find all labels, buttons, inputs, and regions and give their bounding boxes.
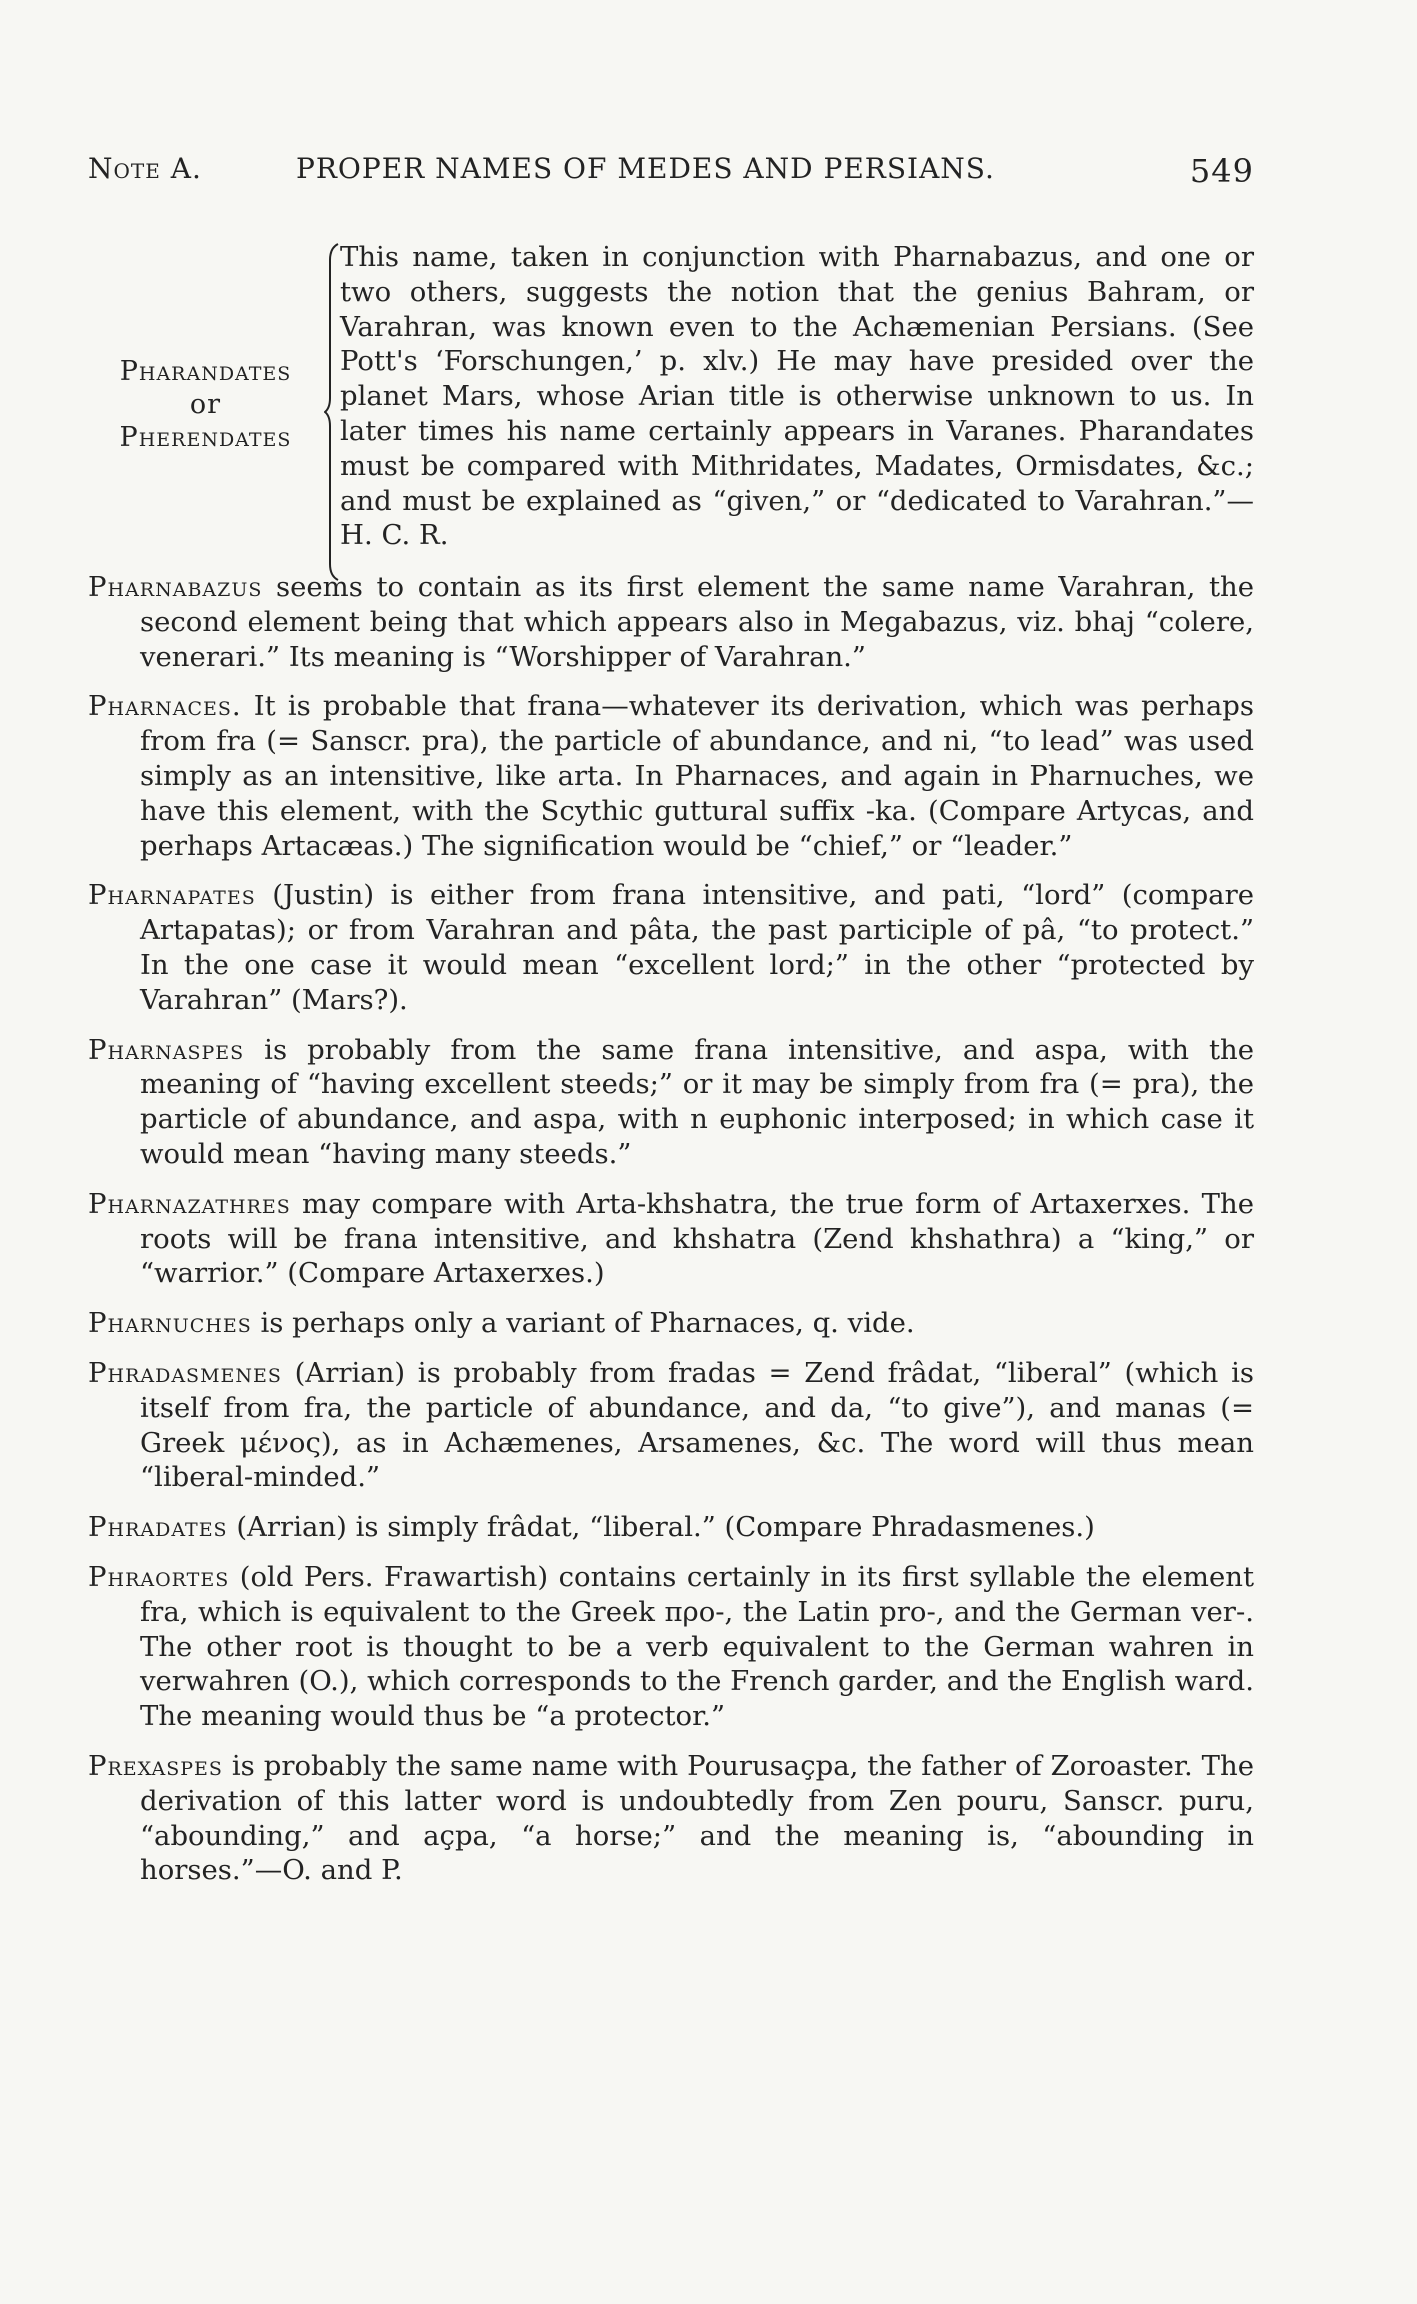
note-label: Note A. [88, 152, 202, 185]
entry-text: (Arrian) is simply frâdat, “liberal.” (Compare Phradasmenes.) [227, 1511, 1095, 1544]
entry-text: It is probable that frana—whatever its derivation, which was perhaps from fra (= Sanscr. pra), the particle of abundance, and ni, “to lead” was used simply as an intensitive, like arta. In Pharnaces, and again in Pharnuches, we have this element, with the Scythic guttural suffix -ka. (Compare Artycas, and perhaps Artacæas.) The signification would be “chief,” or “leader.” [140, 690, 1254, 862]
entry-head: Pharnaces. [88, 690, 242, 723]
entry-pharnapates [88, 878, 1254, 1017]
bracket-entry [88, 240, 1254, 585]
entry-pharnabazus [88, 570, 1254, 674]
entry-text: (Justin) is either from frana intensitive, and pati, “lord” (compare Artapatas); or from Varahran and pâta, the past participle of pâ, “to protect.” In the one case it would mean “excellent lord;” in the other “protected by Varahran” (Mars?). [140, 879, 1254, 1016]
entry-head: Phradasmenes [88, 1356, 282, 1389]
page-number: 549 [1189, 152, 1254, 190]
entry-text: is perhaps only a variant of Pharnaces, q. vide. [251, 1307, 915, 1340]
entries-list [88, 570, 1254, 1903]
entry-head: Pharnapates [88, 879, 256, 912]
entry-head: Prexaspes [88, 1749, 223, 1782]
entry-text: seems to contain as its first element the same name Varahran, the second element being that which appears also in Megabazus, viz. bhaj “colere, venerari.” Its meaning is “Worshipper of Varahran.” [140, 571, 1254, 673]
entry-prexaspes [88, 1749, 1254, 1888]
entry-pharnazathres [88, 1187, 1254, 1291]
page-title: PROPER NAMES OF MEDES AND PERSIANS. [296, 152, 995, 185]
entry-head: Pharnaspes [88, 1033, 245, 1066]
entry-text: is probably from the same frana intensitive, and aspa, with the meaning of “having excellent steeds;” or it may be simply from fra (= pra), the particle of abundance, and aspa, with n euphonic interposed; in which case it would mean “having many steeds.” [140, 1033, 1254, 1170]
entry-phradates [88, 1510, 1254, 1545]
entry-head: Phradates [88, 1511, 228, 1544]
entry-pharnaspes [88, 1033, 1254, 1172]
entry-phraortes [88, 1560, 1254, 1734]
entry-pharnaces [88, 689, 1254, 863]
entry-text: (old Pers. Frawartish) contains certainly in its first syllable the element fra, which is equivalent to the Greek προ-, the Latin pro-, and the German ver-. The other root is thought to be a verb equivalent to the German wahren in verwahren (O.), which corresponds to the French garder, and the English ward. The meaning would thus be “a protector.” [140, 1560, 1254, 1733]
entry-name: Pharandates [119, 356, 292, 387]
entry-head: Pharnazathres [88, 1187, 291, 1220]
entry-head: Phraortes [88, 1560, 230, 1593]
bracket-entry-label [88, 355, 323, 454]
entry-phradasmenes [88, 1356, 1254, 1495]
entry-head: Pharnabazus [88, 571, 263, 603]
entry-alt-name: Pherendates [119, 422, 292, 453]
bracket-entry-text: This name, taken in conjunction with Pharnabazus, and one or two others, suggests the notion that the genius Bahram, or Varahran, was known even to the Achæmenian Persians. (See Pott's ‘Forschungen,’ p. xlv.) He may have presided over the planet Mars, whose Arian title is otherwise unknown to us. In later times his name certainly appears in Varanes. Pharandates must be compared with Mithridates, Madates, Ormisdates, &c.; and must be explained as “given,” or “dedicated to Varahran.”—H. C. R. [340, 241, 1254, 552]
entry-text: is probably the same name with Pourusaçpa, the father of Zoroaster. The derivation of this latter word is undoubtedly from Zen pouru, Sanscr. puru, “abounding,” and açpa, “a horse;” and the meaning is, “abounding in horses.”—O. and P. [140, 1749, 1254, 1887]
entry-text: (Arrian) is probably from fradas = Zend frâdat, “liberal” (which is itself from fra, the particle of abundance, and da, “to give”), and manas (= Greek μένος), as in Achæmenes, Arsamenes, &c. The word will thus mean “liberal-minded.” [140, 1356, 1254, 1494]
entry-text: may compare with Arta-khshatra, the true form of Artaxerxes. The roots will be frana intensitive, and khshatra (Zend khshathra) a “king,” or “warrior.” (Compare Artaxerxes.) [140, 1187, 1254, 1290]
entry-pharnuches [88, 1306, 1254, 1341]
entry-head: Pharnuches [88, 1307, 252, 1340]
entry-or: or [189, 389, 222, 420]
